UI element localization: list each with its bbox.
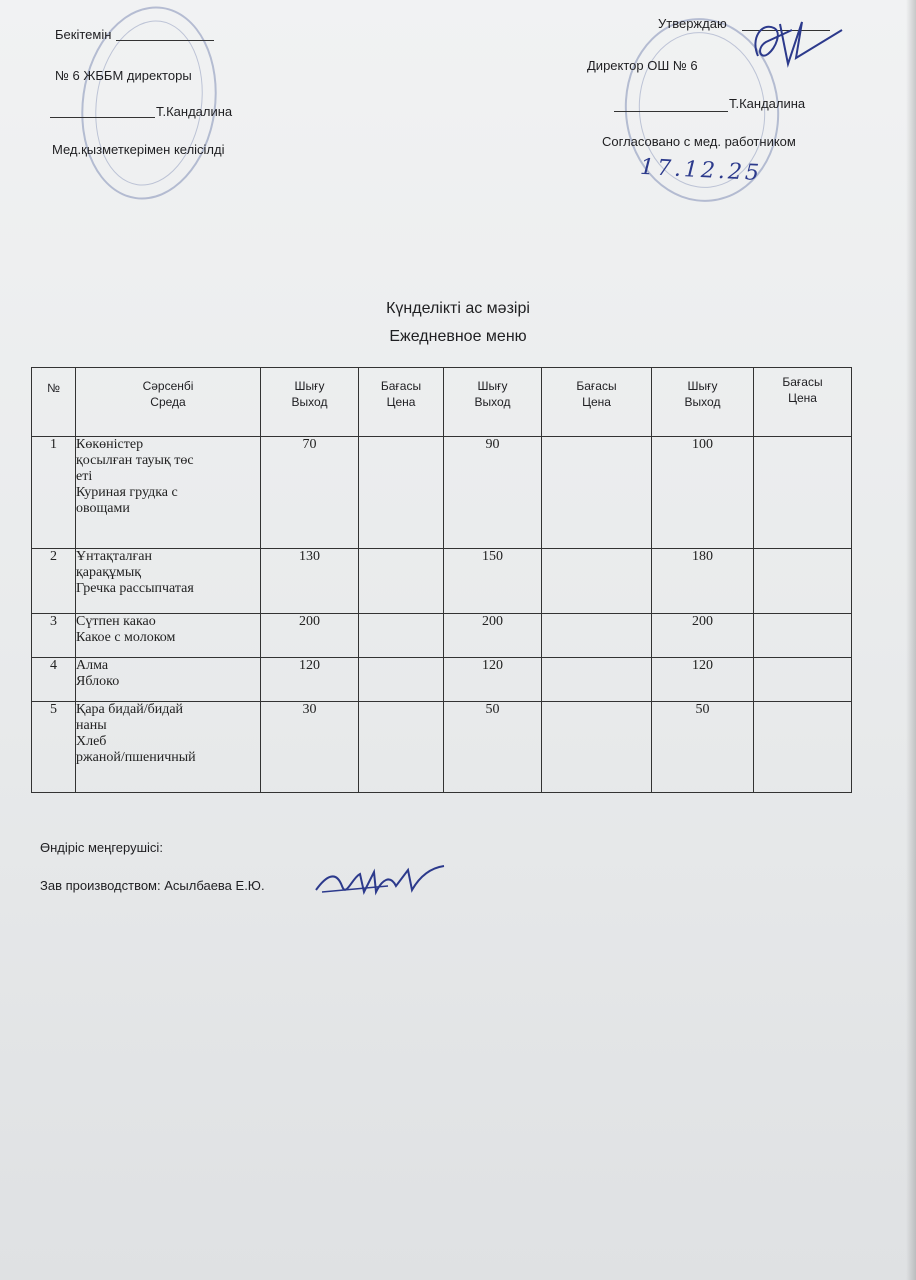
output-value-3: 180 bbox=[652, 549, 754, 614]
approved-label-kz: Бекітемін bbox=[55, 27, 112, 42]
manager-signature bbox=[312, 856, 447, 906]
menu-table bbox=[31, 367, 852, 793]
output-value-3: 200 bbox=[652, 614, 754, 658]
output-value-2: 120 bbox=[444, 658, 542, 702]
price-value-1 bbox=[359, 549, 444, 614]
output-value-1: 30 bbox=[261, 702, 359, 793]
signature-line-left bbox=[50, 117, 155, 118]
director-position-kz: № 6 ЖББМ директоры bbox=[55, 68, 192, 83]
price-value-3 bbox=[754, 614, 852, 658]
menu-title-ru: Ежедневное меню bbox=[389, 328, 527, 345]
row-number: 1 bbox=[32, 437, 76, 549]
header-output-1: Шығу Выход bbox=[261, 368, 359, 437]
medical-agreement-kz: Мед.қызметкерімен келісілді bbox=[52, 142, 225, 157]
price-value-2 bbox=[542, 437, 652, 549]
table-row bbox=[32, 549, 852, 614]
dish-name: Көкөністер қосылған тауық төс еті Куриная грудка с овощами bbox=[76, 437, 261, 549]
price-value-3 bbox=[754, 658, 852, 702]
table-header-row bbox=[32, 368, 852, 437]
table-row bbox=[32, 658, 852, 702]
price-value-1 bbox=[359, 658, 444, 702]
signature-line-right bbox=[614, 111, 728, 112]
director-name-left: Т.Кандалина bbox=[156, 104, 233, 119]
menu-title-kz: Күнделікті ас мәзірі bbox=[386, 300, 530, 317]
table-row bbox=[32, 614, 852, 658]
dish-name: Алма Яблоко bbox=[76, 658, 261, 702]
production-manager-kz: Өндіріс меңгерушісі: bbox=[40, 840, 163, 855]
dish-name: Ұнтақталған қарақұмық Гречка рассыпчатая bbox=[76, 549, 261, 614]
approved-label-ru: Утверждаю bbox=[658, 16, 727, 31]
price-value-2 bbox=[542, 702, 652, 793]
header-day: Сәрсенбі Среда bbox=[76, 368, 261, 437]
price-value-2 bbox=[542, 658, 652, 702]
table-row bbox=[32, 437, 852, 549]
price-value-3 bbox=[754, 702, 852, 793]
header-number: № bbox=[32, 368, 76, 437]
header-output-2: Шығу Выход bbox=[444, 368, 542, 437]
price-value-3 bbox=[754, 437, 852, 549]
output-value-1: 120 bbox=[261, 658, 359, 702]
output-value-3: 120 bbox=[652, 658, 754, 702]
dish-name: Қара бидай/бидай наны Хлеб ржаной/пшеничный bbox=[76, 702, 261, 793]
price-value-1 bbox=[359, 614, 444, 658]
output-value-2: 150 bbox=[444, 549, 542, 614]
price-value-1 bbox=[359, 702, 444, 793]
signature-line-left-top bbox=[116, 40, 214, 41]
output-value-1: 200 bbox=[261, 614, 359, 658]
row-number: 2 bbox=[32, 549, 76, 614]
production-manager-ru: Зав производством: Асылбаева Е.Ю. bbox=[40, 878, 265, 893]
row-number: 5 bbox=[32, 702, 76, 793]
price-value-2 bbox=[542, 614, 652, 658]
director-name-right: Т.Кандалина bbox=[729, 96, 806, 111]
header-price-1: Бағасы Цена bbox=[359, 368, 444, 437]
header-price-2: Бағасы Цена bbox=[542, 368, 652, 437]
medical-agreement-ru: Согласовано с мед. работником bbox=[602, 134, 796, 149]
output-value-2: 90 bbox=[444, 437, 542, 549]
table-row bbox=[32, 702, 852, 793]
output-value-1: 130 bbox=[261, 549, 359, 614]
header-output-3: Шығу Выход bbox=[652, 368, 754, 437]
price-value-3 bbox=[754, 549, 852, 614]
output-value-3: 100 bbox=[652, 437, 754, 549]
row-number: 3 bbox=[32, 614, 76, 658]
output-value-2: 50 bbox=[444, 702, 542, 793]
header-price-3: Бағасы Цена bbox=[754, 368, 852, 437]
price-value-2 bbox=[542, 549, 652, 614]
output-value-2: 200 bbox=[444, 614, 542, 658]
dish-name: Сүтпен какао Какое с молоком bbox=[76, 614, 261, 658]
handwritten-date: 17.12.25 bbox=[639, 154, 763, 187]
output-value-3: 50 bbox=[652, 702, 754, 793]
row-number: 4 bbox=[32, 658, 76, 702]
output-value-1: 70 bbox=[261, 437, 359, 549]
director-signature bbox=[730, 8, 845, 78]
price-value-1 bbox=[359, 437, 444, 549]
paper-edge-shadow bbox=[906, 0, 916, 1280]
director-position-ru: Директор ОШ № 6 bbox=[587, 58, 698, 73]
